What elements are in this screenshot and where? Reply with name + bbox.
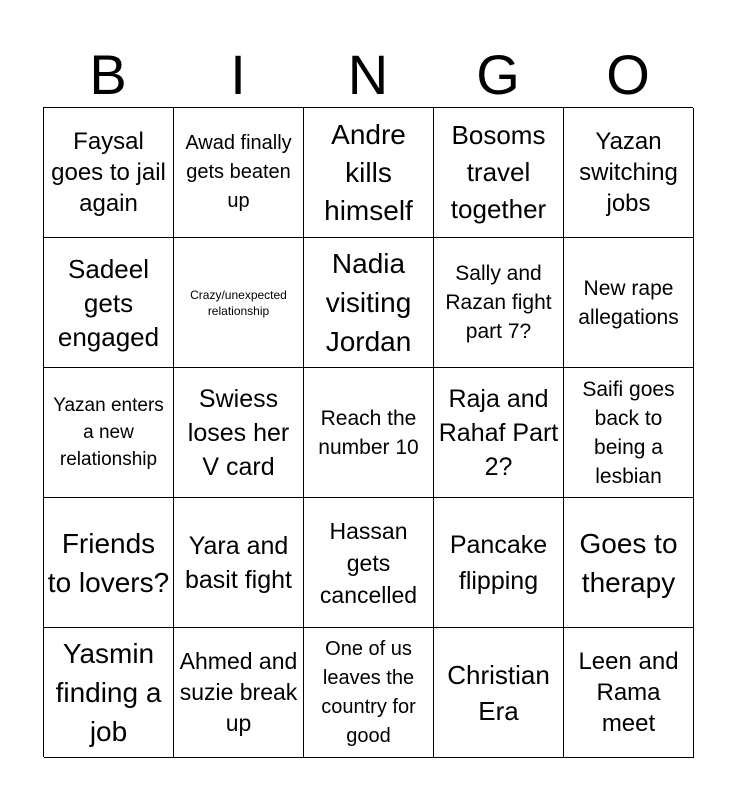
cell-text: Swiess loses her V card [187,384,290,481]
bingo-cell[interactable] [304,108,434,238]
cell-text: Hassan gets cancelled [319,517,418,608]
bingo-cell[interactable] [564,108,694,238]
bingo-cell[interactable] [434,108,564,238]
cell-text: Raja and Rahaf Part 2? [438,384,559,481]
cell-text: Reach the number 10 [318,406,419,459]
header-letter-g: G [476,43,520,106]
bingo-cell[interactable] [174,108,304,238]
bingo-cell[interactable] [304,498,434,628]
cell-text: Goes to therapy [579,527,678,598]
cell-text: Crazy/unexpected relationship [190,287,287,318]
header-letter-o: O [606,43,650,106]
cell-text: New rape allegations [578,276,679,329]
cell-text: Leen and Rama meet [578,648,679,737]
bingo-cell[interactable] [434,238,564,368]
bingo-cell[interactable] [174,628,304,758]
bingo-cell[interactable] [44,498,174,628]
cell-text: Yara and basit fight [184,531,292,594]
header-letter-b: B [89,43,127,106]
cell-text: Christian Era [447,659,550,726]
bingo-cell[interactable] [174,498,304,628]
bingo-grid [43,107,693,757]
cell-text: One of us leaves the country for good [321,637,416,747]
header-letter-n: N [347,43,389,106]
bingo-cell[interactable] [564,628,694,758]
bingo-cell[interactable] [44,368,174,498]
bingo-cell[interactable] [44,628,174,758]
cell-text: Bosoms travel together [450,120,547,224]
cell-text: Saifi goes back to being a lesbian [582,377,675,488]
bingo-cell[interactable] [564,238,694,368]
bingo-cell[interactable] [44,108,174,238]
cell-text: Friends to lovers? [47,527,170,598]
cell-text: Awad finally gets beaten up [185,132,292,212]
cell-text: Yazan switching jobs [579,128,678,217]
bingo-cell[interactable] [564,498,694,628]
cell-text: Sally and Razan fight part 7? [445,262,552,343]
bingo-cell[interactable] [434,368,564,498]
bingo-cell[interactable] [434,628,564,758]
bingo-cell[interactable] [304,368,434,498]
bingo-header [43,40,693,110]
bingo-cell[interactable] [44,238,174,368]
cell-text: Yazan enters a new relationship [53,395,164,470]
bingo-cell[interactable] [304,628,434,758]
cell-text: Sadeel gets engaged [57,253,160,352]
bingo-cell[interactable] [174,368,304,498]
bingo-cell[interactable] [564,368,694,498]
cell-text: Ahmed and suzie break up [179,648,298,736]
cell-text: Yasmin finding a job [55,638,162,747]
bingo-cell[interactable] [304,238,434,368]
cell-text: Andre kills himself [324,118,413,226]
cell-text: Pancake flipping [449,530,548,595]
bingo-cell[interactable] [174,238,304,368]
cell-text: Nadia visiting Jordan [325,248,412,357]
cell-text: Faysal goes to jail again [51,128,166,217]
header-letter-i: I [230,43,246,106]
bingo-cell[interactable] [434,498,564,628]
